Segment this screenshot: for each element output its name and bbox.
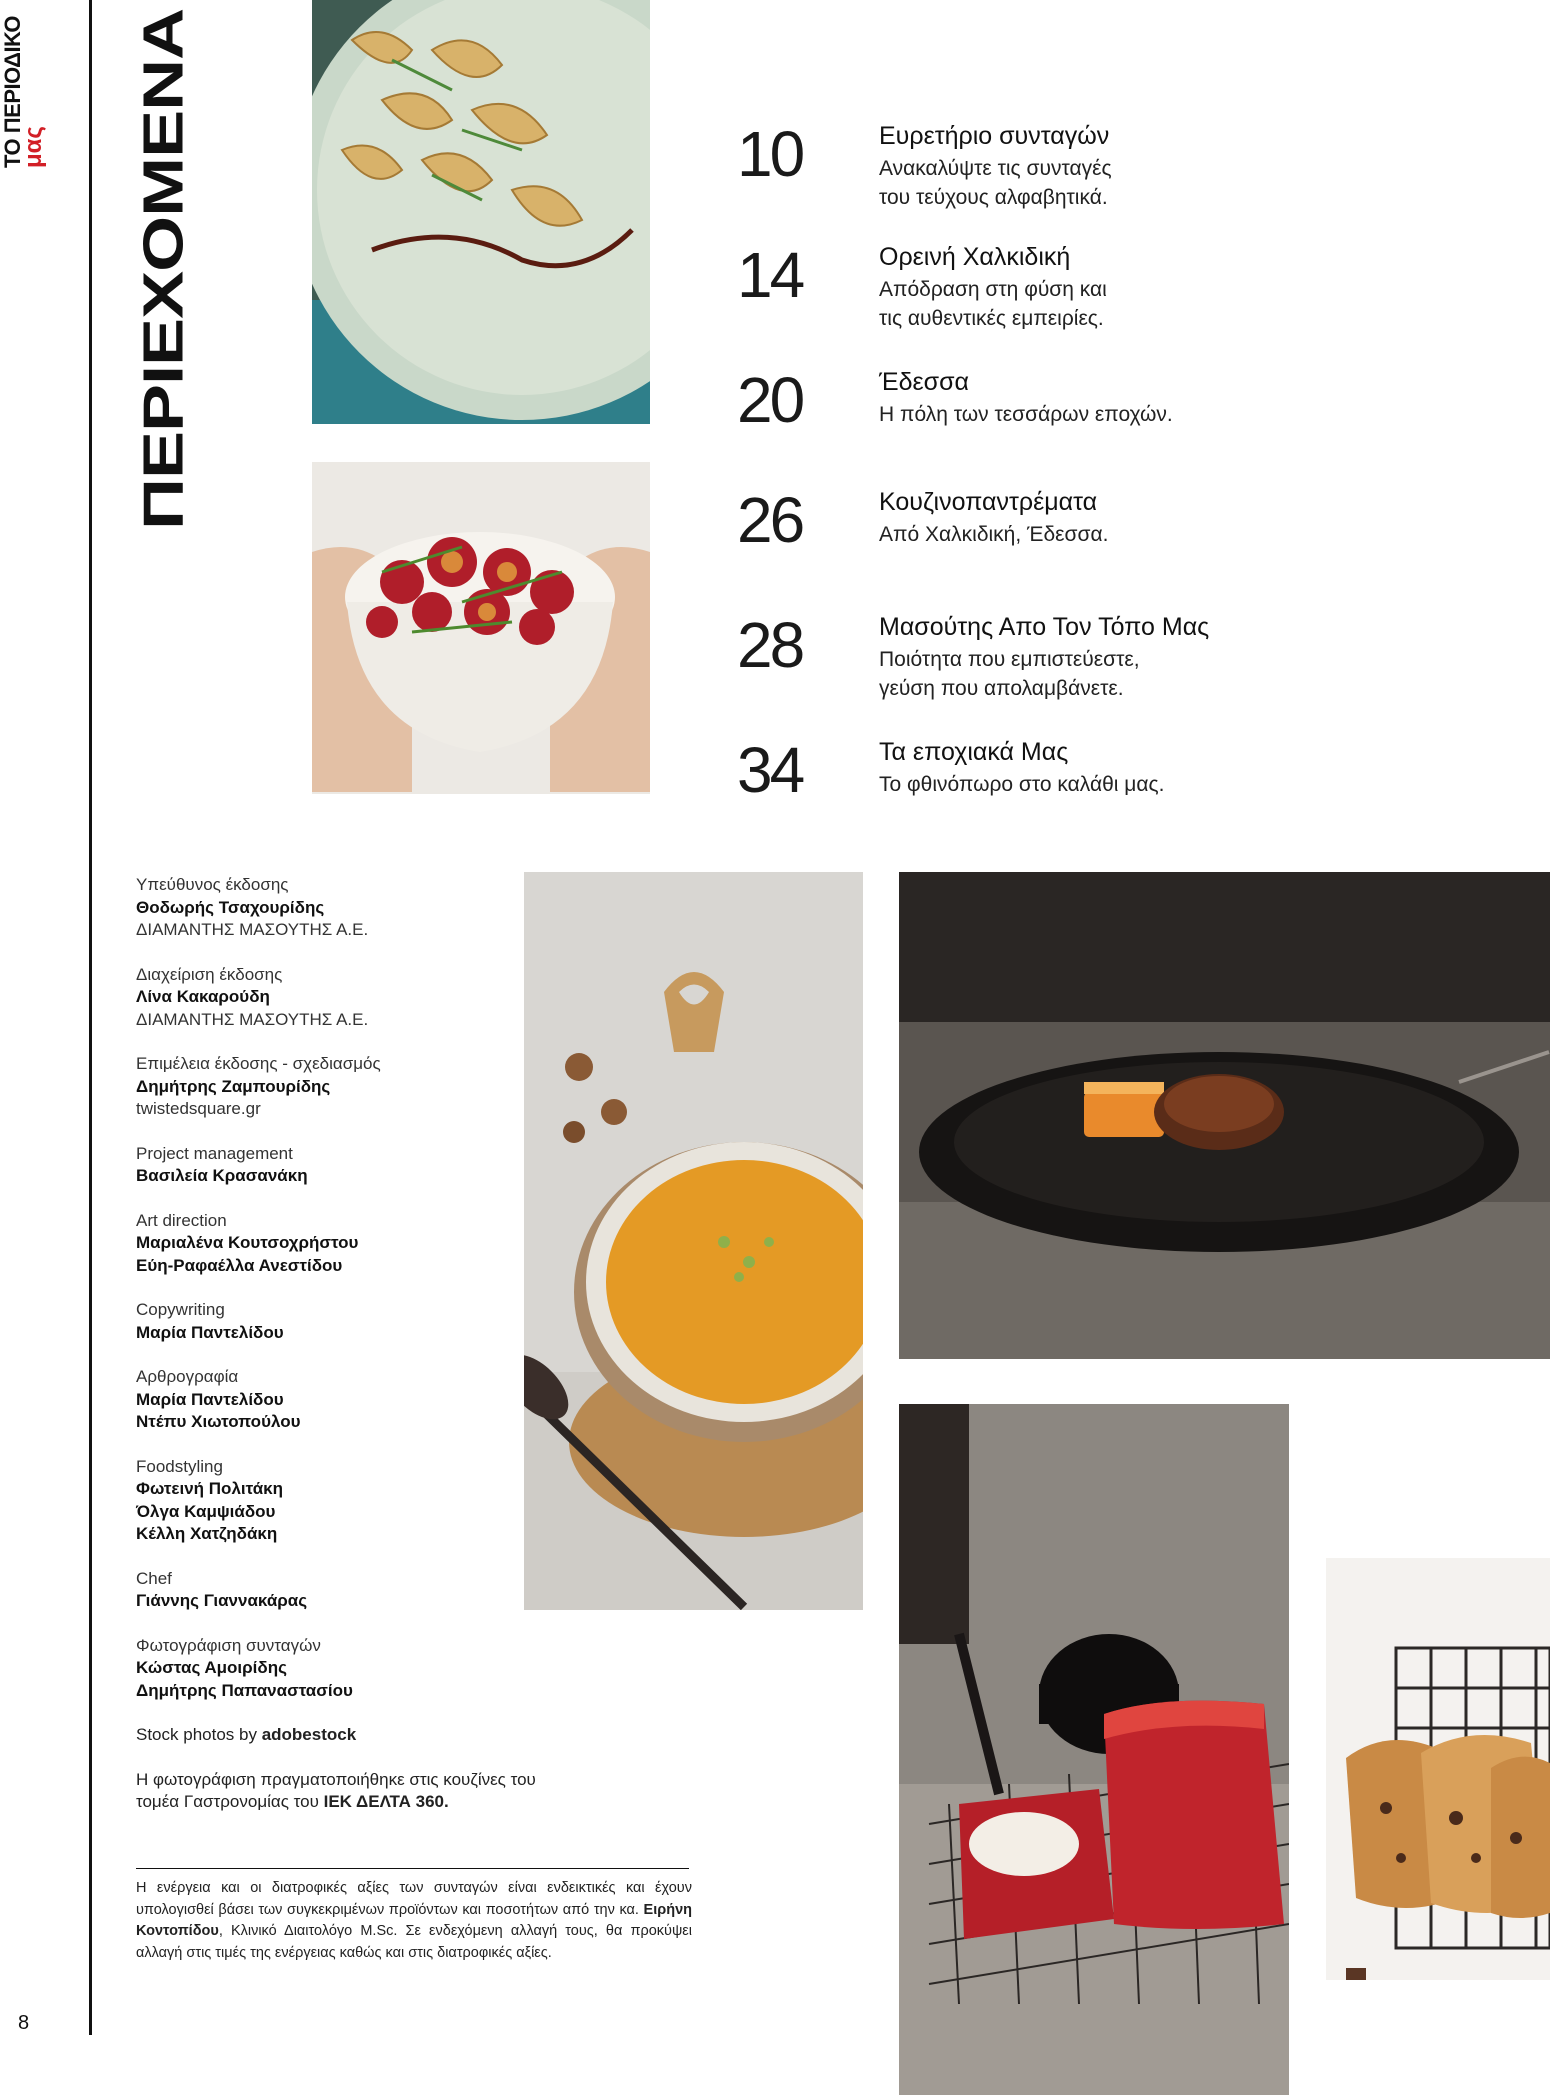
toc-page-number: 14: [737, 239, 803, 311]
toc-item[interactable]: [737, 484, 1277, 598]
credit-name: Μαριαλένα Κουτσοχρήστου: [136, 1233, 359, 1252]
credit-group: [136, 964, 556, 1032]
credit-name: Μαρία Παντελίδου: [136, 1389, 284, 1409]
stock-prefix: Stock photos by: [136, 1725, 262, 1744]
toc-page-number: 10: [737, 118, 803, 190]
credit-role: Project management: [136, 1143, 293, 1163]
credit-role: Art direction: [136, 1210, 227, 1230]
toc-description: Ποιότητα που εμπιστεύεστε, γεύση που απολαμβάνετε.: [879, 648, 1140, 700]
credit-name: Όλγα Καμψιάδου: [136, 1501, 276, 1521]
toc-title: Ορεινή Χαλκιδική: [879, 243, 1071, 271]
toc-title: Έδεσσα: [879, 368, 969, 396]
credit-role: Copywriting: [136, 1300, 225, 1319]
credit-name: Δημήτρης Ζαμπουρίδης: [136, 1076, 331, 1096]
credit-name: Θοδωρής Τσαχουρίδης: [136, 897, 325, 917]
toc-description: Απόδραση στη φύση και τις αυθεντικές εμπειρίες.: [879, 278, 1107, 330]
credit-name: Φωτεινή Πολιτάκη: [136, 1479, 284, 1498]
credit-group: [136, 1366, 556, 1434]
toc-page-number: 34: [737, 734, 803, 806]
credit-group: [136, 1635, 556, 1703]
credit-org: ΔΙΑΜΑΝΤΗΣ ΜΑΣΟΥΤΗΣ Α.Ε.: [136, 920, 369, 939]
credit-name: Βασιλεία Κρασανάκη: [136, 1166, 308, 1185]
credit-group: [136, 874, 556, 942]
credit-name: Δημήτρης Παπαναστασίου: [136, 1680, 353, 1700]
note-divider: [136, 1868, 689, 1869]
credit-group: [136, 1299, 556, 1344]
page-number: 8: [18, 2012, 30, 2034]
toc-title: Μασούτης Απο Τον Τόπο Μας: [879, 613, 1210, 641]
kitchen-school: ΙΕΚ ΔΕΛΤΑ 360.: [323, 1792, 449, 1811]
nutrition-note: [136, 1878, 692, 1964]
credit-role: Υπεύθυνος έκδοσης: [136, 875, 289, 894]
credit-role: Φωτογράφιση συνταγών: [136, 1635, 321, 1655]
photo-radish-bowl: [312, 462, 650, 794]
toc-description: Η πόλη των τεσσάρων εποχών.: [879, 403, 1173, 426]
toc-title: Κουζινοπαντρέματα: [879, 488, 1098, 516]
left-rule: [89, 0, 92, 2035]
credit-name: Λίνα Κακαρούδη: [136, 987, 270, 1006]
stock-source: adobestock: [261, 1725, 357, 1744]
note-text-1: Η ενέργεια και οι διατροφικές αξίες των συνταγών είναι ενδεικτικές και έχουν υπολογισθεί βάσει των συγκεκριμένων προϊόντων και ποσοτήτων από την κα.: [136, 1880, 692, 1918]
note-text-2: , Κλινικό Διαιτολόγο M.Sc. Σε ενδεχόμενη αλλαγή τους, θα προκύψει αλλαγή στις τιμές της ενέργειας καθώς και στις διατροφικές αξίες.: [136, 1923, 692, 1961]
toc-page-number: 20: [737, 364, 803, 436]
credit-org: ΔΙΑΜΑΝΤΗΣ ΜΑΣΟΥΤΗΣ Α.Ε.: [136, 1009, 369, 1029]
toc-item[interactable]: [737, 609, 1277, 723]
note-name: Ειρήνη Κοντοπίδου: [136, 1901, 692, 1939]
stock-credit: [136, 1724, 556, 1747]
credits: [136, 874, 556, 1814]
toc-title: Τα εποχιακά Μας: [879, 738, 1069, 766]
photo-steak-plate: [899, 872, 1550, 1359]
toc-item[interactable]: [737, 239, 1277, 353]
toc-page-number: 28: [737, 609, 803, 681]
toc-page-number: 26: [737, 484, 803, 556]
credit-group: [136, 1143, 556, 1188]
logo-line-1: ΤΟ ΠΕΡΙΟΔΙΚΟ: [0, 15, 25, 168]
logo-line-2: μας: [20, 126, 47, 168]
toc-description: Ανακαλύψτε τις συνταγές του τεύχους αλφαβητικά.: [879, 157, 1112, 209]
toc-title: Ευρετήριο συνταγών: [879, 122, 1110, 150]
credit-name: Κώστας Αμοιρίδης: [136, 1658, 287, 1677]
credit-name: Μαρία Παντελίδου: [136, 1322, 284, 1342]
credit-group: [136, 1210, 556, 1278]
photo-pumpkin-soup: [524, 872, 863, 1610]
credit-role: Chef: [136, 1568, 172, 1588]
toc-item[interactable]: [737, 118, 1277, 232]
credit-role: Foodstyling: [136, 1456, 223, 1476]
credit-role: Αρθρογραφία: [136, 1367, 239, 1386]
photo-red-velvet-loaf: [899, 1404, 1289, 2095]
credit-role: Επιμέλεια έκδοσης - σχεδιασμός: [136, 1054, 381, 1073]
credit-group: [136, 1568, 556, 1613]
toc-description: Το φθινόπωρο στο καλάθι μας.: [879, 773, 1165, 796]
credit-group: [136, 1456, 556, 1546]
photo-dumplings: [312, 0, 650, 424]
kitchen-credit: [136, 1769, 556, 1814]
credit-name: Κέλλη Χατζηδάκη: [136, 1524, 278, 1543]
credit-name: Γιάννης Γιαννακάρας: [136, 1591, 308, 1610]
credit-name: Εύη-Ραφαέλλα Ανεστίδου: [136, 1255, 343, 1275]
credit-group: [136, 1053, 556, 1121]
section-title: ΠΕΡΙΕΧΟΜΕΝΑ: [132, 8, 196, 530]
magazine-logo: [0, 15, 47, 168]
credit-role: Διαχείριση έκδοσης: [136, 964, 283, 984]
credit-name: Ντέπυ Χιωτοπούλου: [136, 1412, 301, 1431]
toc-item[interactable]: [737, 734, 1277, 848]
toc-description: Από Χαλκιδική, Έδεσσα.: [879, 523, 1109, 546]
kitchen-text: Η φωτογράφιση πραγματοποιήθηκε στις κουζίνες του τομέα Γαστρονομίας του: [136, 1769, 536, 1811]
toc-item[interactable]: [737, 364, 1277, 478]
credit-org: twistedsquare.gr: [136, 1099, 261, 1118]
photo-bread-slices: [1326, 1558, 1550, 1980]
